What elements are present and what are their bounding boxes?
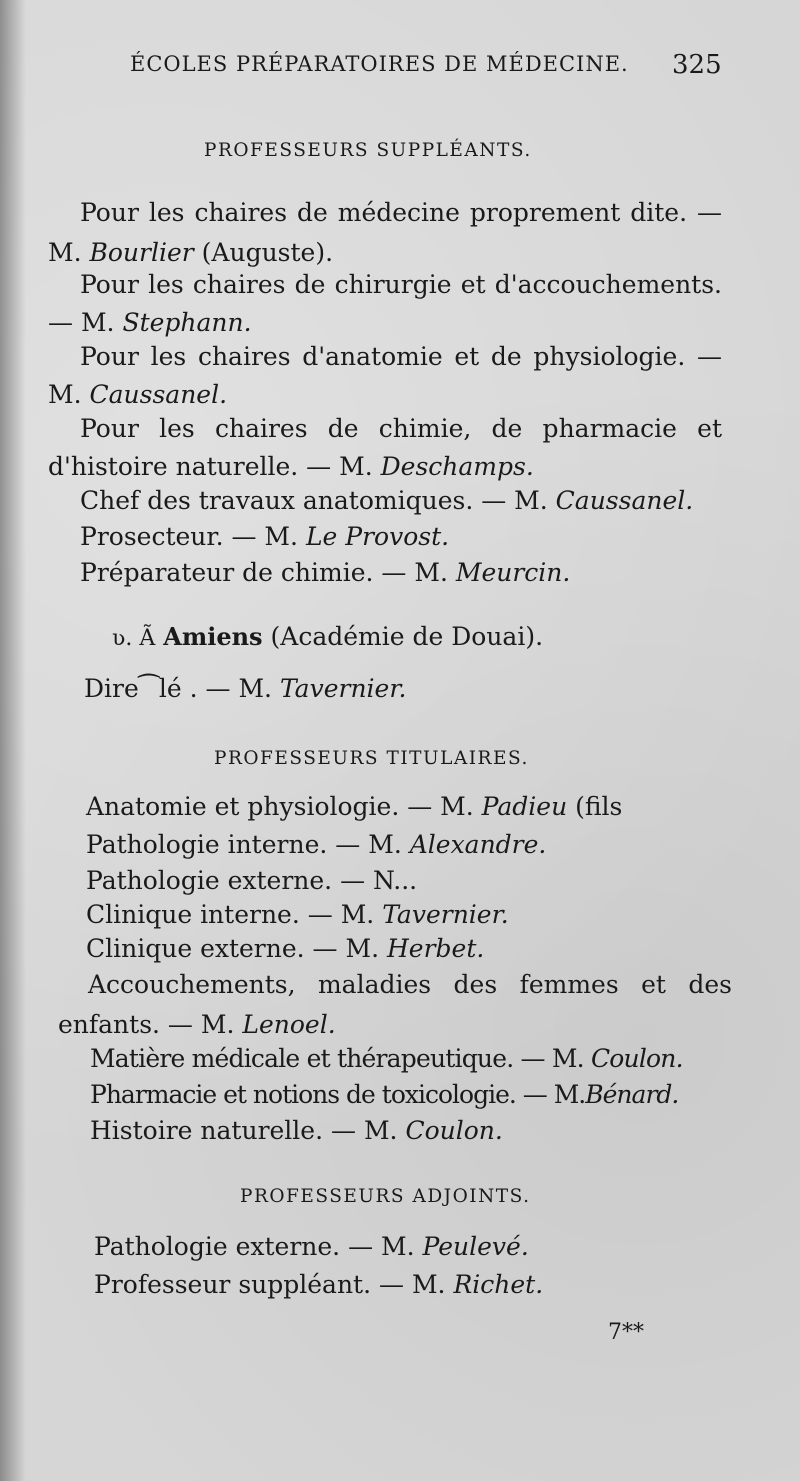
text-line: Accouchements, maladies des femmes et des (88, 970, 732, 999)
city-name: miens (181, 622, 263, 651)
person-name: Coulon. (590, 1044, 683, 1073)
text-line: Clinique externe. — M. Herbet. (86, 934, 485, 963)
page-shadow (0, 0, 26, 1481)
text-line: Pour les chaires de médecine proprement dite. — (80, 198, 722, 227)
person-name: Deschamps. (380, 452, 534, 481)
person-name: Meurcin. (455, 558, 571, 587)
text-line: Pathologie externe. — M. Peulevé. (94, 1232, 529, 1261)
person-name: Bourlier (89, 238, 194, 267)
person-name: Tavernier. (382, 900, 509, 929)
person-name: Lenoel. (242, 1010, 336, 1039)
text-line: — M. Stephann. (48, 308, 252, 337)
page-number: 325 (672, 50, 722, 80)
school-heading-amiens: ʋ. Ã Amiens (Académie de Douai). (112, 622, 544, 651)
text-line: M. Caussanel. (48, 380, 228, 409)
person-name: Bénard. (585, 1080, 679, 1109)
text-line: Pathologie interne. — M. Alexandre. (86, 830, 547, 859)
section-heading-titulaires: PROFESSEURS TITULAIRES. (214, 748, 529, 769)
text-line: enfants. — M. Lenoel. (58, 1010, 336, 1039)
person-name: Herbet. (386, 934, 485, 963)
text-line: Pour les chaires de chimie, de pharmacie et (80, 414, 722, 443)
text-line: Clinique interne. — M. Tavernier. (86, 900, 509, 929)
person-name: Caussanel. (89, 380, 228, 409)
text-line: Pour les chaires de chirurgie et d'accouchements. (80, 270, 722, 299)
text-line: Anatomie et physiologie. — M. Padieu (fils (86, 792, 623, 821)
section-heading-suppleants: PROFESSEURS SUPPLÉANTS. (204, 140, 532, 161)
person-name: Stephann. (122, 308, 252, 337)
section-heading-adjoints: PROFESSEURS ADJOINTS. (240, 1186, 531, 1207)
text-line: Pharmacie et notions de toxicologie. — M.Bénard. (90, 1080, 679, 1109)
text-line: d'histoire naturelle. — M. Deschamps. (48, 452, 534, 481)
person-name: Alexandre. (409, 830, 547, 859)
text-line: Matière médicale et thérapeutique. — M. Coulon. (90, 1044, 683, 1073)
person-name: Peulevé. (422, 1232, 529, 1261)
signature-mark: 7** (608, 1320, 644, 1345)
text-line: Professeur suppléant. — M. Richet. (94, 1270, 544, 1299)
text-line: Prosecteur. — M. Le Provost. (80, 522, 450, 551)
text-line: Préparateur de chimie. — M. Meurcin. (80, 558, 571, 587)
person-name: Padieu (481, 792, 568, 821)
person-name: Coulon. (405, 1116, 503, 1145)
person-name: Richet. (453, 1270, 544, 1299)
text-line: Chef des travaux anatomiques. — M. Caussanel. (80, 486, 694, 515)
text-line: Pour les chaires d'anatomie et de physiologie. — (80, 342, 722, 371)
text-line: M. Bourlier (Auguste). (48, 238, 334, 267)
person-name: Tavernier. (279, 674, 407, 703)
person-name: Le Provost. (305, 522, 450, 551)
running-header: ÉCOLES PRÉPARATOIRES DE MÉDECINE. (130, 52, 629, 76)
text-line: Dire⁀lé . — M. Tavernier. (84, 674, 407, 703)
text-line: Pathologie externe. — N... (86, 866, 418, 895)
person-name: Caussanel. (555, 486, 694, 515)
text-line: Histoire naturelle. — M. Coulon. (90, 1116, 503, 1145)
